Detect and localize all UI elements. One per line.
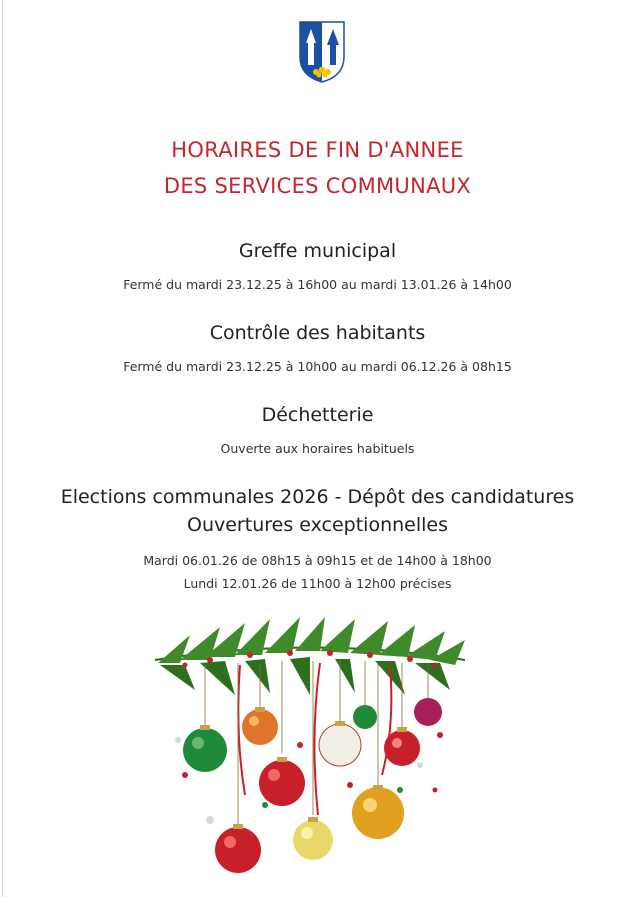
section-heading-dechetterie: Déchetterie xyxy=(261,404,374,426)
title-line-1: HORAIRES DE FIN D'ANNEE xyxy=(171,138,464,162)
coat-of-arms-icon xyxy=(299,21,345,83)
section-text-dechetterie: Ouverte aux horaires habituels xyxy=(220,441,415,456)
title-line-2: DES SERVICES COMMUNAUX xyxy=(163,174,472,198)
section-text-greffe: Fermé du mardi 23.12.25 à 16h00 au mardi 13.01.26 à 14h00 xyxy=(123,277,512,292)
section-heading-controle: Contrôle des habitants xyxy=(209,322,426,344)
christmas-garland-icon xyxy=(150,615,470,885)
section-heading-elections: Elections communales 2026 - Dépôt des candidatures xyxy=(60,486,575,508)
section-subheading-elections: Ouvertures exceptionnelles xyxy=(187,514,448,536)
section-text-elections-2: Lundi 12.01.26 de 11h00 à 12h00 précises xyxy=(183,576,452,591)
section-text-elections-1: Mardi 06.01.26 de 08h15 à 09h15 et de 14h00 à 18h00 xyxy=(143,553,492,568)
section-heading-greffe: Greffe municipal xyxy=(238,240,397,262)
section-text-controle: Fermé du mardi 23.12.25 à 10h00 au mardi 06.12.26 à 08h15 xyxy=(123,359,512,374)
